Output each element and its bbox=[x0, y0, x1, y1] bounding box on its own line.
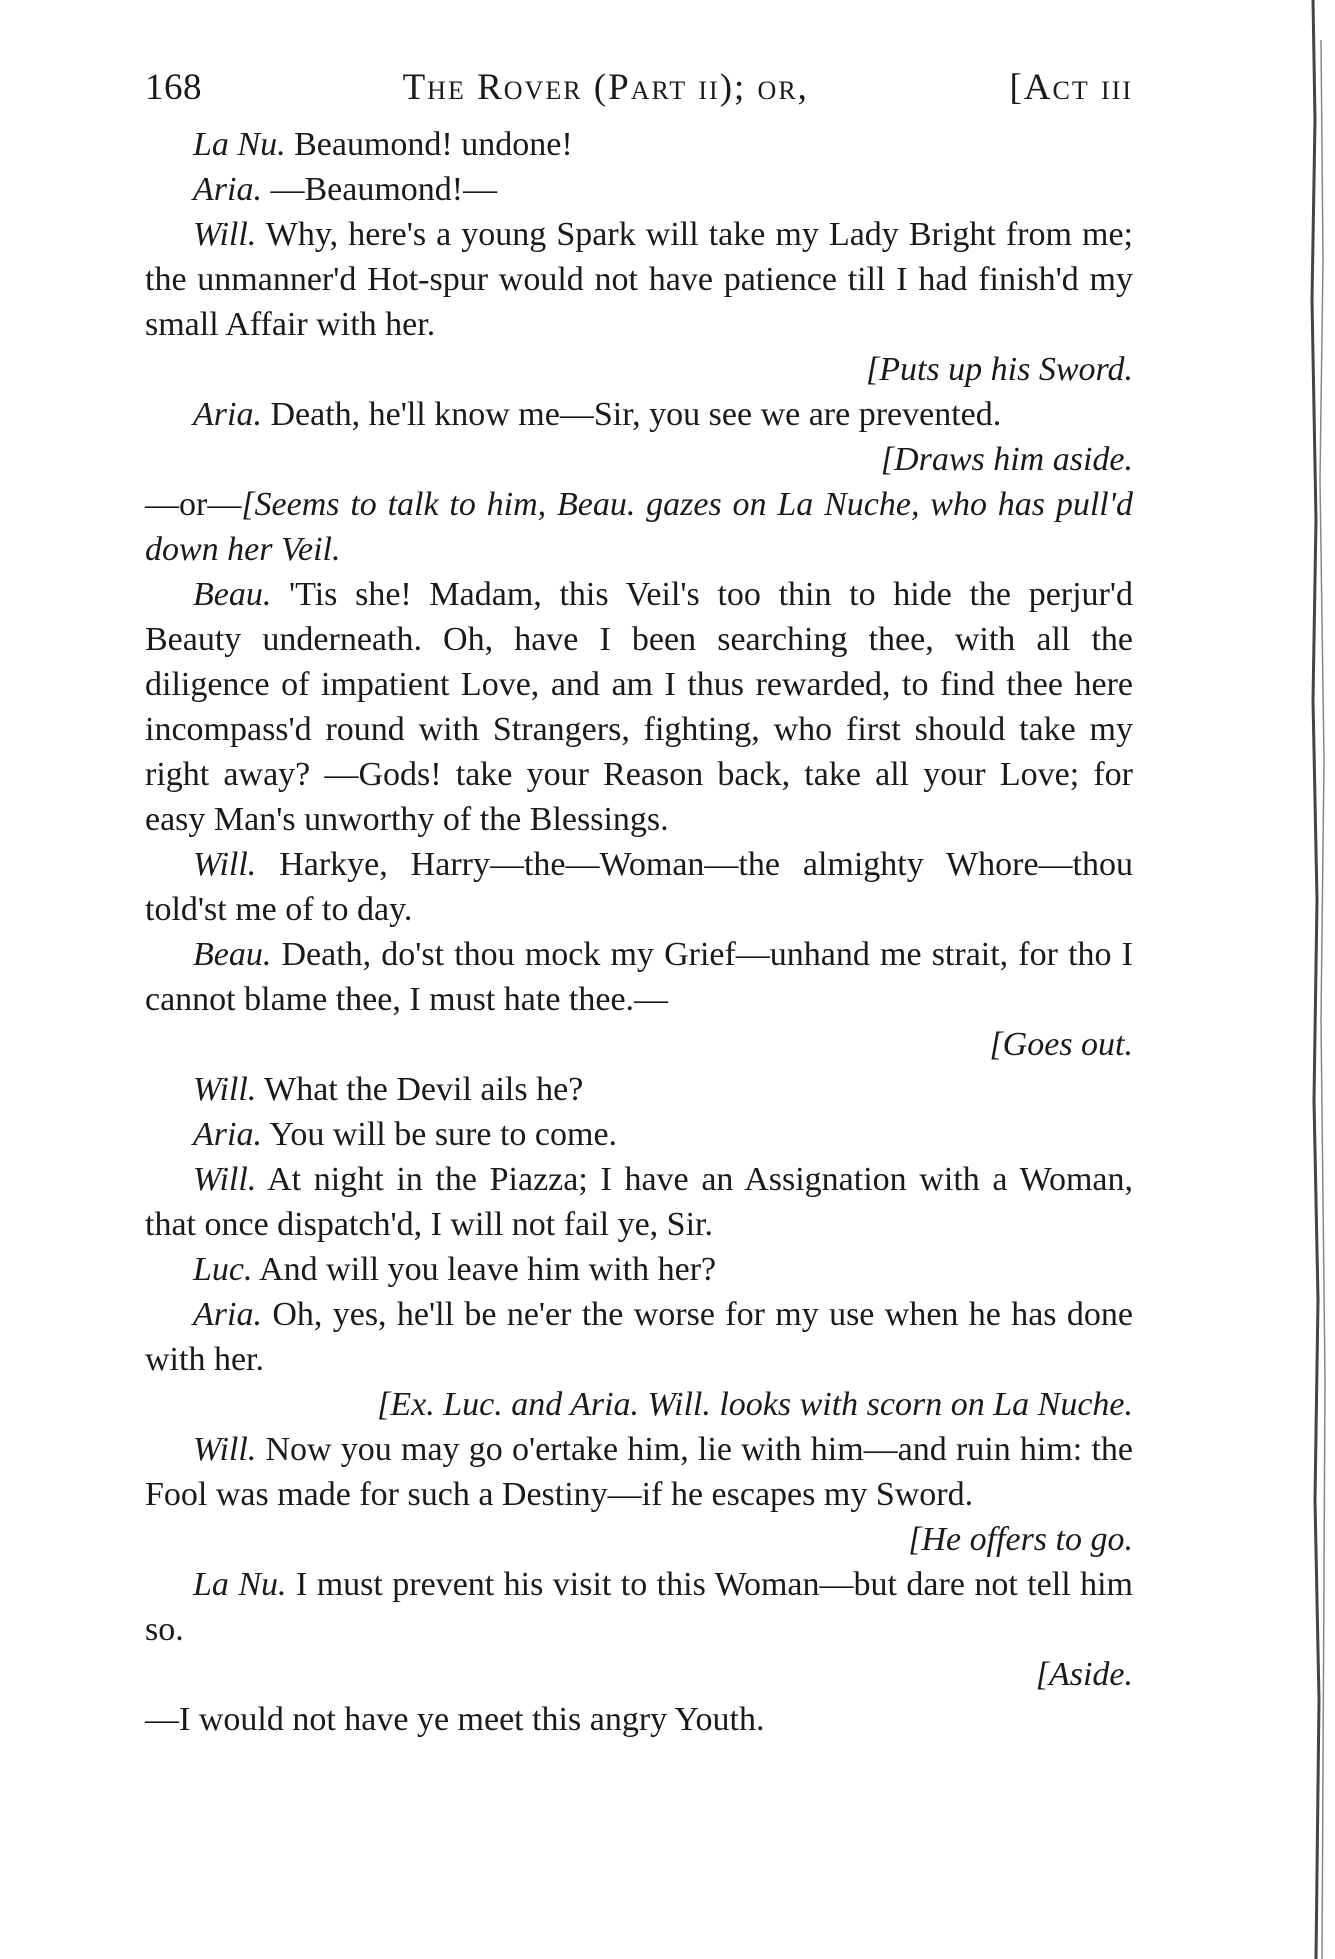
speaker: Will. bbox=[193, 1431, 257, 1468]
page-number: 168 bbox=[145, 67, 202, 108]
speaker: La Nu. bbox=[193, 1566, 287, 1603]
speech bbox=[145, 1247, 1133, 1292]
speaker: La Nu. bbox=[193, 126, 286, 163]
play-text bbox=[145, 122, 1133, 1742]
speech-text: Oh, yes, he'll be ne'er the worse for my use when he has done with her. bbox=[145, 1296, 1133, 1378]
speech bbox=[145, 572, 1133, 842]
stage-direction: [Aside. bbox=[1035, 1656, 1133, 1693]
speech bbox=[145, 1157, 1133, 1247]
speech bbox=[145, 1427, 1133, 1517]
speaker: Beau. bbox=[193, 936, 272, 973]
speech bbox=[145, 1067, 1133, 1112]
speech bbox=[145, 932, 1133, 1022]
speech bbox=[145, 212, 1133, 347]
speech bbox=[145, 1292, 1133, 1382]
speaker: Will. bbox=[193, 216, 257, 253]
stage-direction: [Goes out. bbox=[989, 1026, 1133, 1063]
stage-direction: [Seems to talk to him, Beau. gazes on La Nuche, who has pull'd down her Veil. bbox=[145, 486, 1133, 568]
book-page bbox=[145, 66, 1133, 1742]
speech-text: At night in the Piazza; I have an Assignation with a Woman, that once dispatch'd, I will not fail ye, Sir. bbox=[145, 1161, 1133, 1243]
stage-direction: [Puts up his Sword. bbox=[865, 351, 1133, 388]
speech-text: Death, do'st thou mock my Grief—unhand me strait, for tho I cannot blame thee, I must hate thee.— bbox=[145, 936, 1133, 1018]
speech-text: And will you leave him with her? bbox=[252, 1251, 717, 1288]
speech bbox=[145, 1112, 1133, 1157]
speaker: Luc. bbox=[193, 1251, 253, 1288]
running-title: The Rover (Part ii); or, bbox=[402, 67, 809, 108]
speaker: Beau. bbox=[193, 576, 272, 613]
stage-direction: [Ex. Luc. and Aria. Will. looks with scorn on La Nuche. bbox=[377, 1386, 1133, 1423]
speech-text: You will be sure to come. bbox=[261, 1116, 618, 1153]
speech-text: I must prevent his visit to this Woman—but dare not tell him so. bbox=[145, 1566, 1133, 1648]
stage-direction: [He offers to go. bbox=[908, 1521, 1133, 1558]
page-edge-shadow bbox=[1295, 0, 1335, 1959]
speech-text: 'Tis she! Madam, this Veil's too thin to hide the perjur'd Beauty underneath. Oh, have I been searching thee, with all the diligence of impatient Love, and am I thus rewarded, to find thee here incompass'd round with Strangers, fighting, who first should take my right away? —Gods! take your Reason back, take all your Love; for easy Man's unworthy of the Blessings. bbox=[145, 576, 1133, 838]
speech-text: —or— bbox=[145, 486, 242, 523]
speech bbox=[145, 1562, 1133, 1652]
act-label: [Act iii bbox=[1009, 67, 1133, 108]
speech-text: Beaumond! undone! bbox=[285, 126, 573, 163]
running-head bbox=[145, 66, 1133, 122]
speech bbox=[145, 482, 1133, 572]
speaker: Will. bbox=[193, 1071, 257, 1108]
speech bbox=[145, 167, 1133, 212]
speaker: Aria. bbox=[193, 171, 262, 208]
speech-text: Harkye, Harry—the—Woman—the almighty Whore—thou told'st me of to day. bbox=[145, 846, 1133, 928]
speaker: Aria. bbox=[193, 396, 262, 433]
speech-text: What the Devil ails he? bbox=[256, 1071, 584, 1108]
speech bbox=[145, 1697, 1133, 1742]
speech bbox=[145, 392, 1133, 437]
speaker: Will. bbox=[193, 846, 257, 883]
speaker: Aria. bbox=[193, 1296, 262, 1333]
speech bbox=[145, 122, 1133, 167]
speaker: Aria. bbox=[193, 1116, 262, 1153]
speech-text: Now you may go o'ertake him, lie with him—and ruin him: the Fool was made for such a Destiny—if he escapes my Sword. bbox=[145, 1431, 1133, 1513]
speech-text: —I would not have ye meet this angry Youth. bbox=[145, 1701, 765, 1738]
stage-direction: [Draws him aside. bbox=[880, 441, 1133, 478]
speaker: Will. bbox=[193, 1161, 257, 1198]
speech-text: —Beaumond!— bbox=[261, 171, 498, 208]
speech-text: Death, he'll know me—Sir, you see we are prevented. bbox=[261, 396, 1002, 433]
speech bbox=[145, 842, 1133, 932]
speech-text: Why, here's a young Spark will take my Lady Bright from me; the unmanner'd Hot-spur would not have patience till I had finish'd my small Affair with her. bbox=[145, 216, 1133, 343]
